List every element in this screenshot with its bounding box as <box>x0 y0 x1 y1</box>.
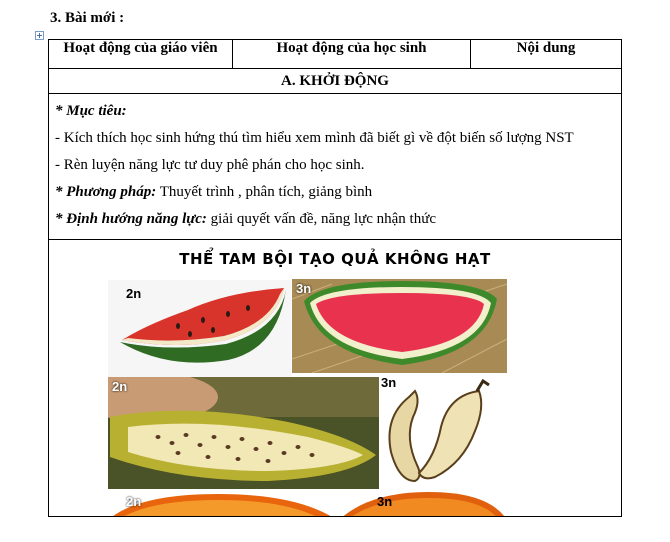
table-header-row <box>49 40 622 69</box>
orange-3n-photo <box>339 490 507 517</box>
objective-line-1: - Kích thích học sinh hứng thú tìm hiểu xem mình đã biết gì về đột biến số lượng NST <box>55 130 574 146</box>
objective-line-2: - Rèn luyện năng lực tư duy phê phán cho học sinh. <box>55 157 365 173</box>
banana-2n-photo <box>108 377 379 489</box>
figure-title: THỂ TAM BỘI TẠO QUẢ KHÔNG HẠT <box>179 250 491 268</box>
table-move-handle-icon[interactable] <box>35 31 44 40</box>
header-teacher-activity: Hoạt động của giáo viên <box>49 40 233 69</box>
method-label: * Phương pháp: <box>55 184 157 200</box>
watermelon-3n-photo <box>292 279 507 373</box>
objective-label: * Mục tiêu: <box>55 103 127 119</box>
banana-3n-photo <box>379 377 507 489</box>
watermelon-2n-label: 2n <box>126 286 142 301</box>
orange-2n-photo <box>108 490 337 517</box>
header-student-activity: Hoạt động của học sinh <box>233 40 471 69</box>
section-title-warmup: A. KHỞI ĐỘNG <box>49 69 622 94</box>
method-line <box>55 179 615 206</box>
orange-3n-label: 3n <box>377 494 393 509</box>
figure-cell <box>49 240 622 517</box>
section-heading: 3. Bài mới : <box>50 10 125 26</box>
competency-text: giải quyết vấn đề, năng lực nhận thức <box>206 211 437 227</box>
orange-2n-label: 2n <box>126 494 142 509</box>
lesson-plan-table <box>48 39 622 517</box>
banana-2n-label: 2n <box>112 379 128 394</box>
competency-line <box>55 206 615 233</box>
watermelon-2n-photo <box>108 280 291 377</box>
banana-3n-label: 3n <box>381 377 397 390</box>
header-content: Nội dung <box>471 40 622 69</box>
previous-line-fragment <box>0 0 670 4</box>
warmup-content-cell <box>49 94 622 240</box>
watermelon-3n-label: 3n <box>296 281 312 296</box>
method-text: Thuyết trình , phân tích, giảng bình <box>156 184 373 200</box>
competency-label: * Định hướng năng lực: <box>55 211 207 227</box>
